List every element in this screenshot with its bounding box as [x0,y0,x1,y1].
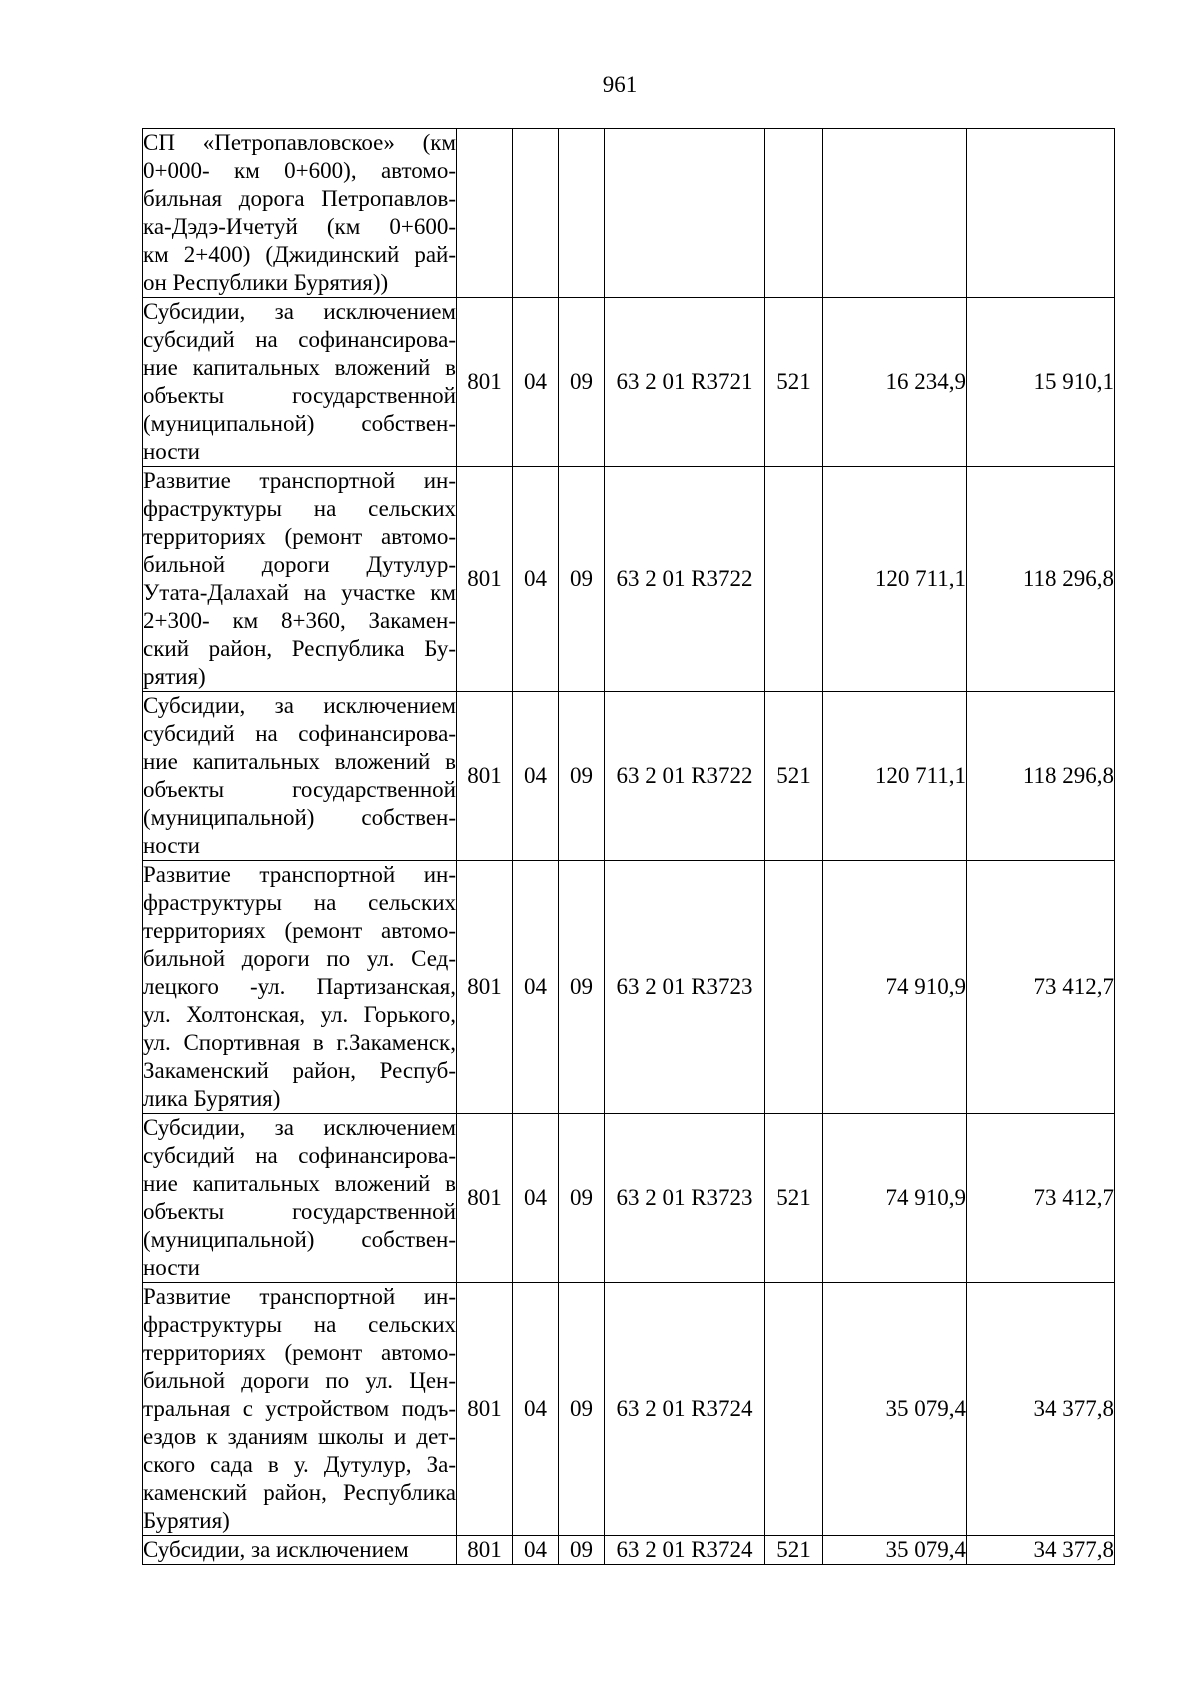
description-line: ности [143,439,200,464]
description-line: Субсидии, за исключением [143,1537,409,1562]
description-line: Бурятия) [143,1508,230,1533]
amount-year1-cell [823,129,967,298]
subsection-code-cell: 09 [559,861,605,1114]
description-line: территориях (ремонт автомо- [143,1340,456,1365]
subsection-code-cell: 09 [559,298,605,467]
description-line: лецкого -ул. Партизанская, [143,974,456,999]
amount-year1-cell: 74 910,9 [823,1114,967,1283]
description-line: объекты государственной [143,777,456,802]
description-line: км 2+400) (Джидинский рай- [143,242,456,267]
description-line: Субсидии, за исключением [143,693,456,718]
section-code-cell [513,129,559,298]
expense-type-cell: 521 [765,298,823,467]
target-article-cell: 63 2 01 R3723 [605,1114,765,1283]
expense-type-cell [765,861,823,1114]
description-cell [143,1114,457,1283]
description-line: рятия) [143,664,206,689]
description-cell [143,467,457,692]
section-code-cell: 04 [513,298,559,467]
description-line: 0+000- км 0+600), автомо- [143,158,456,183]
description-line: фраструктуры на сельских [143,496,456,521]
description-cell [143,1536,457,1565]
description-line: Развитие транспортной ин- [143,468,456,493]
amount-year2-cell: 118 296,8 [967,467,1115,692]
description-line: лика Бурятия) [143,1086,281,1111]
amount-year2-cell: 73 412,7 [967,1114,1115,1283]
table-row [143,1114,1115,1283]
description-line: ского сада в у. Дутулур, За- [143,1452,456,1477]
description-line: 2+300- км 8+360, Закамен- [143,608,456,633]
subsection-code-cell: 09 [559,1283,605,1536]
page-number: 961 [602,72,638,97]
expense-type-cell: 521 [765,1114,823,1283]
description-line: ездов к зданиям школы и дет- [143,1424,456,1449]
table-row [143,1283,1115,1536]
description-line: субсидий на софинансирова- [143,327,456,352]
description-line: ности [143,833,200,858]
expense-type-cell [765,1283,823,1536]
description-line: ние капитальных вложений в [143,355,456,380]
target-article-cell: 63 2 01 R3722 [605,467,765,692]
description-line: ние капитальных вложений в [143,749,456,774]
expense-type-cell: 521 [765,692,823,861]
table-row [143,692,1115,861]
description-line: бильной дороги по ул. Цен- [143,1368,456,1393]
description-cell [143,129,457,298]
ministry-code-cell: 801 [457,1283,513,1536]
amount-year1-cell: 35 079,4 [823,1283,967,1536]
ministry-code-cell [457,129,513,298]
ministry-code-cell: 801 [457,298,513,467]
description-line: фраструктуры на сельских [143,890,456,915]
target-article-cell [605,129,765,298]
amount-year2-cell: 118 296,8 [967,692,1115,861]
subsection-code-cell: 09 [559,1536,605,1565]
description-line: объекты государственной [143,1199,456,1224]
description-line: бильной дороги по ул. Сед- [143,946,456,971]
description-line: Субсидии, за исключением [143,1115,456,1140]
amount-year1-cell: 74 910,9 [823,861,967,1114]
description-line: каменский район, Республика [143,1480,456,1505]
target-article-cell: 63 2 01 R3723 [605,861,765,1114]
expense-type-cell [765,467,823,692]
description-line: бильная дорога Петропавлов- [143,186,456,211]
description-line: (муниципальной) собствен- [143,411,456,436]
description-line: ул. Холтонская, ул. Горького, [143,1002,456,1027]
amount-year2-cell: 34 377,8 [967,1536,1115,1565]
target-article-cell: 63 2 01 R3724 [605,1536,765,1565]
section-code-cell: 04 [513,1536,559,1565]
expense-type-cell: 521 [765,1536,823,1565]
description-line: субсидий на софинансирова- [143,1143,456,1168]
section-code-cell: 04 [513,467,559,692]
description-line: объекты государственной [143,383,456,408]
description-line: ние капитальных вложений в [143,1171,456,1196]
description-line: ка-Дэдэ-Ичетуй (км 0+600- [143,214,456,239]
description-line: Развитие транспортной ин- [143,862,456,887]
amount-year2-cell: 34 377,8 [967,1283,1115,1536]
target-article-cell: 63 2 01 R3724 [605,1283,765,1536]
subsection-code-cell: 09 [559,467,605,692]
ministry-code-cell: 801 [457,861,513,1114]
description-line: Утата-Далахай на участке км [143,580,456,605]
description-line: бильной дороги Дутулур- [143,552,456,577]
description-line: территориях (ремонт автомо- [143,524,456,549]
ministry-code-cell: 801 [457,467,513,692]
description-line: тральная с устройством подъ- [143,1396,456,1421]
budget-table [142,128,1115,1565]
amount-year2-cell: 15 910,1 [967,298,1115,467]
description-line: ул. Спортивная в г.Закаменск, [143,1030,456,1055]
subsection-code-cell: 09 [559,1114,605,1283]
description-line: Развитие транспортной ин- [143,1284,456,1309]
description-line: фраструктуры на сельских [143,1312,456,1337]
description-line: (муниципальной) собствен- [143,805,456,830]
amount-year1-cell: 35 079,4 [823,1536,967,1565]
description-line: Закаменский район, Респуб- [143,1058,456,1083]
table-row [143,1536,1115,1565]
section-code-cell: 04 [513,1114,559,1283]
amount-year1-cell: 16 234,9 [823,298,967,467]
section-code-cell: 04 [513,1283,559,1536]
subsection-code-cell [559,129,605,298]
section-code-cell: 04 [513,692,559,861]
description-line: Субсидии, за исключением [143,299,456,324]
table-row [143,861,1115,1114]
amount-year1-cell: 120 711,1 [823,467,967,692]
description-cell [143,298,457,467]
description-line: он Республики Бурятия)) [143,270,389,295]
description-line: ский район, Республика Бу- [143,636,456,661]
expense-type-cell [765,129,823,298]
description-line: СП «Петропавловское» (км [143,130,456,155]
target-article-cell: 63 2 01 R3721 [605,298,765,467]
ministry-code-cell: 801 [457,692,513,861]
amount-year2-cell: 73 412,7 [967,861,1115,1114]
subsection-code-cell: 09 [559,692,605,861]
table-row [143,298,1115,467]
description-cell [143,692,457,861]
section-code-cell: 04 [513,861,559,1114]
description-cell [143,861,457,1114]
target-article-cell: 63 2 01 R3722 [605,692,765,861]
ministry-code-cell: 801 [457,1114,513,1283]
description-line: ности [143,1255,200,1280]
description-line: (муниципальной) собствен- [143,1227,456,1252]
ministry-code-cell: 801 [457,1536,513,1565]
table-row [143,129,1115,298]
amount-year2-cell [967,129,1115,298]
amount-year1-cell: 120 711,1 [823,692,967,861]
description-line: субсидий на софинансирова- [143,721,456,746]
description-line: территориях (ремонт автомо- [143,918,456,943]
description-cell [143,1283,457,1536]
table-body [143,129,1115,1565]
table-row [143,467,1115,692]
